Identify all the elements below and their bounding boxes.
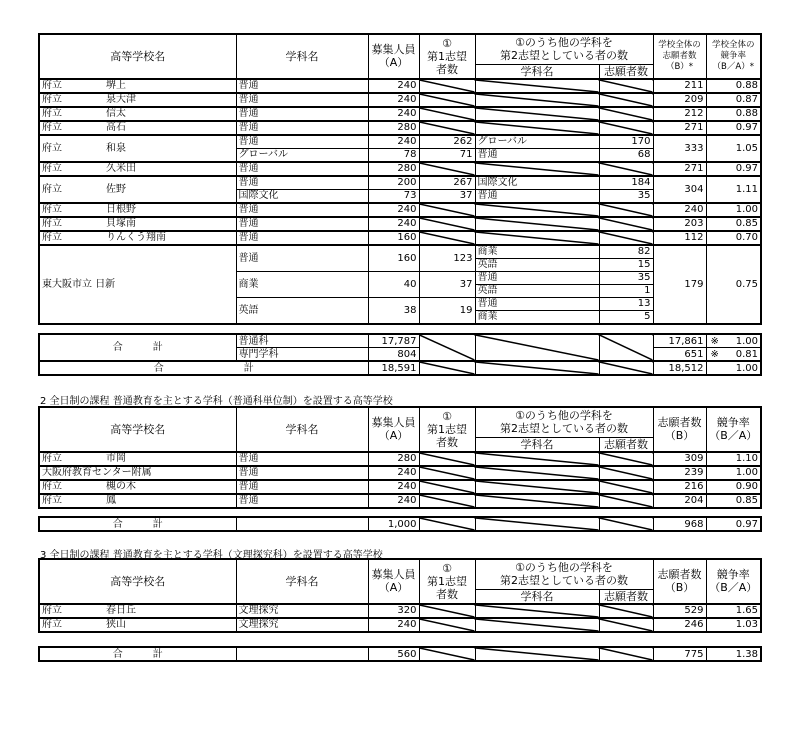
- rate-cell: 0.85: [706, 217, 761, 231]
- header-second-count: 志願者数: [599, 64, 653, 79]
- school-name: 高石: [106, 122, 126, 133]
- first-choice-cell: 37: [419, 271, 475, 297]
- department-cell: 普通: [236, 162, 368, 176]
- second-department-cell: 普通: [475, 297, 599, 310]
- second-count-cell: 82: [599, 245, 653, 259]
- header-applicants: 志願者数 （B）: [653, 407, 706, 452]
- capacity-cell: 40: [368, 271, 419, 297]
- department-cell: 普通: [236, 231, 368, 245]
- first-choice-empty-cell: [419, 494, 475, 508]
- applicants-cell: 204: [653, 494, 706, 508]
- school-prefix: 府立: [42, 80, 62, 91]
- second-count-empty-cell: [599, 107, 653, 121]
- table-row: [39, 452, 761, 466]
- school-name-cell: [39, 107, 236, 121]
- subtotal-rate: 1.00: [735, 335, 758, 347]
- school-name-cell: [39, 618, 236, 632]
- second-department-empty-cell: [475, 494, 599, 508]
- capacity-cell: 320: [368, 604, 419, 618]
- school-name: 狭山: [106, 619, 126, 630]
- header-second-department: 学科名: [475, 437, 599, 452]
- first-choice-empty-cell: [419, 618, 475, 632]
- header-second-department: 学科名: [475, 589, 599, 604]
- section3-title: 3 全日制の課程 普通教育を主とする学科（文理探究科）を設置する高等学校: [40, 550, 383, 561]
- school-name: 久米田: [106, 163, 136, 174]
- subtotal-capacity: 17,787: [368, 334, 419, 348]
- second-count-cell: 15: [599, 258, 653, 271]
- department-cell: 普通: [236, 107, 368, 121]
- school-name: 日新: [95, 278, 116, 290]
- school-prefix: 府立: [42, 183, 62, 195]
- rate-cell: 1.00: [706, 466, 761, 480]
- table-row: [39, 480, 761, 494]
- table-row: [39, 176, 761, 190]
- rate-cell: 0.88: [706, 107, 761, 121]
- table-row: [39, 135, 761, 149]
- school-name-cell: [39, 217, 236, 231]
- second-department-empty-cell: [475, 480, 599, 494]
- table-row: [39, 162, 761, 176]
- total-second-count-empty: [599, 647, 653, 661]
- school-name-cell: [39, 231, 236, 245]
- second-department-cell: 国際文化: [475, 176, 599, 190]
- school-name-cell: [39, 79, 236, 93]
- second-count-cell: 35: [599, 271, 653, 284]
- subtotal-second-dept-empty: [475, 334, 599, 361]
- capacity-cell: 240: [368, 494, 419, 508]
- grand-total-row: [39, 361, 761, 375]
- school-name-cell: [39, 162, 236, 176]
- second-count-empty-cell: [599, 93, 653, 107]
- capacity-cell: 38: [368, 297, 419, 324]
- applicants-cell: 209: [653, 93, 706, 107]
- rate-cell: 1.65: [706, 604, 761, 618]
- rate-cell: 0.75: [706, 245, 761, 324]
- school-name: 信太: [106, 108, 126, 119]
- school-name: 和泉: [106, 142, 126, 154]
- total-label: 合 計: [39, 517, 236, 531]
- second-count-cell: 35: [599, 189, 653, 203]
- first-choice-empty-cell: [419, 162, 475, 176]
- subtotal-rate: 0.81: [735, 348, 758, 360]
- school-name-cell: [39, 245, 236, 324]
- applicants-cell: 112: [653, 231, 706, 245]
- first-choice-empty-cell: [419, 604, 475, 618]
- applicants-cell: 304: [653, 176, 706, 203]
- department-cell: 文理探究: [236, 604, 368, 618]
- total-row: [39, 517, 761, 531]
- total-second-count-empty: [599, 517, 653, 531]
- capacity-cell: 160: [368, 231, 419, 245]
- second-count-empty-cell: [599, 79, 653, 93]
- applicants-cell: 271: [653, 121, 706, 135]
- school-name: 堺上: [106, 80, 126, 91]
- grand-total-applicants: 18,512: [653, 361, 706, 375]
- department-cell: 普通: [236, 245, 368, 272]
- applicants-cell: 333: [653, 135, 706, 162]
- second-count-empty-cell: [599, 162, 653, 176]
- second-department-empty-cell: [475, 107, 599, 121]
- header-second-choice-group: ①のうち他の学科を 第2志望としている者の数: [475, 559, 653, 589]
- total-second-dept-empty: [475, 647, 599, 661]
- capacity-cell: 73: [368, 189, 419, 203]
- total-first-empty: [419, 647, 475, 661]
- school-prefix: 府立: [42, 122, 62, 133]
- header-second-count: 志願者数: [599, 589, 653, 604]
- subtotal-applicants: 651: [653, 348, 706, 362]
- header-capacity: 募集人員 （A）: [368, 34, 419, 79]
- header-first-choice: ① 第1志望 者数: [419, 34, 475, 79]
- header-department: 学科名: [236, 34, 368, 79]
- department-cell: 普通: [236, 494, 368, 508]
- note-mark: ※: [710, 348, 719, 360]
- second-department-cell: 普通: [475, 271, 599, 284]
- first-choice-empty-cell: [419, 452, 475, 466]
- school-name-cell: [39, 93, 236, 107]
- grand-total-rate: 1.00: [706, 361, 761, 375]
- school-prefix: 府立: [42, 232, 62, 243]
- grand-total-second-count-empty: [599, 361, 653, 375]
- header-department: 学科名: [236, 559, 368, 604]
- second-count-empty-cell: [599, 604, 653, 618]
- rate-cell: 1.11: [706, 176, 761, 203]
- header-second-department: 学科名: [475, 64, 599, 79]
- second-count-empty-cell: [599, 203, 653, 217]
- total-rate: 0.97: [706, 517, 761, 531]
- school-prefix: 府立: [42, 218, 62, 229]
- department-cell: 普通: [236, 452, 368, 466]
- school-name-cell: [39, 452, 236, 466]
- school-name-cell: [39, 121, 236, 135]
- section2-table: [38, 406, 762, 509]
- first-choice-empty-cell: [419, 480, 475, 494]
- rate-cell: 1.03: [706, 618, 761, 632]
- applicants-cell: 309: [653, 452, 706, 466]
- total-second-dept-empty: [475, 517, 599, 531]
- table-row: [39, 494, 761, 508]
- first-choice-empty-cell: [419, 79, 475, 93]
- section2-totals-table: [38, 516, 762, 532]
- second-department-cell: グローバル: [475, 135, 599, 149]
- table-row: [39, 466, 761, 480]
- header-department: 学科名: [236, 407, 368, 452]
- department-cell: 普通: [236, 217, 368, 231]
- header-first-choice: ① 第1志望 者数: [419, 407, 475, 452]
- second-count-empty-cell: [599, 480, 653, 494]
- school-prefix: 府立: [42, 619, 62, 630]
- header-school-name: 高等学校名: [39, 407, 236, 452]
- header-applicants: 学校全体の 志願者数 （B）*: [653, 34, 706, 79]
- rate-cell: 1.10: [706, 452, 761, 466]
- second-count-empty-cell: [599, 452, 653, 466]
- table-row: [39, 604, 761, 618]
- table-row: [39, 121, 761, 135]
- table-row: [39, 93, 761, 107]
- department-cell: 国際文化: [236, 189, 368, 203]
- table-row: [39, 231, 761, 245]
- second-department-empty-cell: [475, 203, 599, 217]
- applicants-cell: 246: [653, 618, 706, 632]
- grand-total-capacity: 18,591: [368, 361, 419, 375]
- capacity-cell: 240: [368, 135, 419, 149]
- note-mark: ※: [710, 335, 719, 347]
- capacity-cell: 280: [368, 121, 419, 135]
- second-department-cell: 商業: [475, 310, 599, 324]
- school-prefix: 府立: [42, 108, 62, 119]
- first-choice-empty-cell: [419, 231, 475, 245]
- department-cell: 普通: [236, 176, 368, 190]
- school-name: 市岡: [106, 453, 126, 464]
- first-choice-cell: 37: [419, 189, 475, 203]
- capacity-cell: 200: [368, 176, 419, 190]
- subtotal-rate-cell: [706, 348, 761, 362]
- second-count-cell: 170: [599, 135, 653, 149]
- header-school-name: 高等学校名: [39, 559, 236, 604]
- school-prefix: 府立: [42, 481, 62, 492]
- header-school-name: 高等学校名: [39, 34, 236, 79]
- total-capacity: 1,000: [368, 517, 419, 531]
- applicants-cell: 203: [653, 217, 706, 231]
- first-choice-cell: 267: [419, 176, 475, 190]
- second-count-cell: 1: [599, 284, 653, 297]
- capacity-cell: 240: [368, 618, 419, 632]
- applicants-cell: 271: [653, 162, 706, 176]
- subtotal-capacity: 804: [368, 348, 419, 362]
- second-department-empty-cell: [475, 618, 599, 632]
- capacity-cell: 280: [368, 162, 419, 176]
- second-department-empty-cell: [475, 604, 599, 618]
- section2-title: 2 全日制の課程 普通教育を主とする学科（普通科単位制）を設置する高等学校: [40, 396, 393, 407]
- table-row: [39, 107, 761, 121]
- total-first-empty: [419, 517, 475, 531]
- applicants-cell: 240: [653, 203, 706, 217]
- capacity-cell: 240: [368, 203, 419, 217]
- header-capacity: 募集人員 （A）: [368, 559, 419, 604]
- total-applicants: 775: [653, 647, 706, 661]
- second-department-cell: 普通: [475, 189, 599, 203]
- section1-table: [38, 33, 762, 325]
- school-prefix: 府立: [42, 605, 62, 616]
- school-name: 佐野: [106, 183, 126, 195]
- first-choice-empty-cell: [419, 93, 475, 107]
- second-count-empty-cell: [599, 231, 653, 245]
- school-name-cell: [39, 480, 236, 494]
- school-name: 泉大津: [106, 94, 136, 105]
- second-department-empty-cell: [475, 231, 599, 245]
- capacity-cell: 160: [368, 245, 419, 272]
- school-prefix: 府立: [42, 94, 62, 105]
- header-applicants: 志願者数 （B）: [653, 559, 706, 604]
- header-second-count: 志願者数: [599, 437, 653, 452]
- total-department-empty: [236, 647, 368, 661]
- school-name-cell: [39, 203, 236, 217]
- school-name: 貝塚南: [106, 218, 136, 229]
- second-count-cell: 5: [599, 310, 653, 324]
- department-cell: 普通: [236, 135, 368, 149]
- second-count-empty-cell: [599, 121, 653, 135]
- first-choice-empty-cell: [419, 203, 475, 217]
- first-choice-empty-cell: [419, 107, 475, 121]
- school-name-cell: [39, 604, 236, 618]
- subtotal-department: 普通科: [236, 334, 368, 348]
- department-cell: 文理探究: [236, 618, 368, 632]
- rate-cell: 0.87: [706, 93, 761, 107]
- section3-table: [38, 558, 762, 633]
- school-name-cell: [39, 494, 236, 508]
- rate-cell: 1.00: [706, 203, 761, 217]
- capacity-cell: 240: [368, 217, 419, 231]
- applicants-cell: 239: [653, 466, 706, 480]
- header-rate: 競争率 （B／A）: [706, 407, 761, 452]
- table-row: [39, 79, 761, 93]
- header-second-choice-group: ①のうち他の学科を 第2志望としている者の数: [475, 407, 653, 437]
- department-cell: グローバル: [236, 148, 368, 162]
- school-name: 春日丘: [106, 605, 136, 616]
- section3-totals-table: [38, 646, 762, 662]
- school-name-cell: [39, 135, 236, 162]
- table-row: [39, 245, 761, 259]
- subtotal-first-empty: [419, 334, 475, 361]
- second-department-empty-cell: [475, 79, 599, 93]
- second-count-empty-cell: [599, 466, 653, 480]
- header-rate: 競争率 （B／A）: [706, 559, 761, 604]
- first-choice-cell: 19: [419, 297, 475, 324]
- school-name-cell: [39, 176, 236, 203]
- subtotal-second-count-empty: [599, 334, 653, 361]
- table-row: [39, 618, 761, 632]
- department-cell: 商業: [236, 271, 368, 297]
- applicants-cell: 211: [653, 79, 706, 93]
- subtotal-rate-cell: [706, 334, 761, 348]
- rate-cell: 0.70: [706, 231, 761, 245]
- capacity-cell: 240: [368, 93, 419, 107]
- second-department-cell: 商業: [475, 245, 599, 259]
- first-choice-empty-cell: [419, 217, 475, 231]
- subtotal-row: [39, 334, 761, 348]
- rate-cell: 0.90: [706, 480, 761, 494]
- total-department-empty: [236, 517, 368, 531]
- second-department-cell: 普通: [475, 148, 599, 162]
- first-choice-cell: 123: [419, 245, 475, 272]
- capacity-cell: 240: [368, 107, 419, 121]
- school-prefix: 府立: [42, 204, 62, 215]
- first-choice-empty-cell: [419, 466, 475, 480]
- capacity-cell: 240: [368, 79, 419, 93]
- school-prefix: 府立: [42, 453, 62, 464]
- capacity-cell: 240: [368, 466, 419, 480]
- school-name: 槻の木: [106, 481, 136, 492]
- second-count-cell: 68: [599, 148, 653, 162]
- second-count-cell: 13: [599, 297, 653, 310]
- school-name: 鳳: [106, 495, 116, 506]
- second-department-cell: 英語: [475, 258, 599, 271]
- total-rate: 1.38: [706, 647, 761, 661]
- school-prefix: 府立: [42, 495, 62, 506]
- second-count-empty-cell: [599, 217, 653, 231]
- second-department-empty-cell: [475, 452, 599, 466]
- rate-cell: 0.85: [706, 494, 761, 508]
- department-cell: 英語: [236, 297, 368, 324]
- header-first-choice: ① 第1志望 者数: [419, 559, 475, 604]
- school-name: 大阪府教育センター附属: [42, 467, 152, 478]
- applicants-cell: 179: [653, 245, 706, 324]
- capacity-cell: 280: [368, 452, 419, 466]
- rate-cell: 0.97: [706, 121, 761, 135]
- school-name: りんくう翔南: [106, 232, 166, 243]
- applicants-cell: 216: [653, 480, 706, 494]
- second-department-cell: 英語: [475, 284, 599, 297]
- capacity-cell: 240: [368, 480, 419, 494]
- total-label: 合 計: [39, 647, 236, 661]
- rate-cell: 1.05: [706, 135, 761, 162]
- first-choice-cell: 71: [419, 148, 475, 162]
- table-row: [39, 203, 761, 217]
- rate-cell: 0.88: [706, 79, 761, 93]
- school-prefix: 東大阪市立: [42, 278, 92, 290]
- first-choice-cell: 262: [419, 135, 475, 149]
- school-name-cell: [39, 466, 236, 480]
- school-prefix: 府立: [42, 142, 62, 154]
- subtotal-department: 専門学科: [236, 348, 368, 362]
- applicants-cell: 212: [653, 107, 706, 121]
- department-cell: 普通: [236, 466, 368, 480]
- header-second-choice-group: ①のうち他の学科を 第2志望としている者の数: [475, 34, 653, 64]
- department-cell: 普通: [236, 121, 368, 135]
- capacity-cell: 78: [368, 148, 419, 162]
- grand-total-first-empty: [419, 361, 475, 375]
- grand-total-label: 合 計: [39, 361, 368, 375]
- applicants-cell: 529: [653, 604, 706, 618]
- second-count-cell: 184: [599, 176, 653, 190]
- second-department-empty-cell: [475, 93, 599, 107]
- total-applicants: 968: [653, 517, 706, 531]
- school-prefix: 府立: [42, 163, 62, 174]
- school-name: 日根野: [106, 204, 136, 215]
- second-count-empty-cell: [599, 494, 653, 508]
- header-capacity: 募集人員 （A）: [368, 407, 419, 452]
- section1-totals-table: [38, 333, 762, 376]
- grand-total-second-dept-empty: [475, 361, 599, 375]
- subtotal-label: 合 計: [39, 334, 236, 361]
- rate-cell: 0.97: [706, 162, 761, 176]
- first-choice-empty-cell: [419, 121, 475, 135]
- table-row: [39, 217, 761, 231]
- department-cell: 普通: [236, 203, 368, 217]
- second-count-empty-cell: [599, 618, 653, 632]
- second-department-empty-cell: [475, 217, 599, 231]
- total-row: [39, 647, 761, 661]
- second-department-empty-cell: [475, 121, 599, 135]
- department-cell: 普通: [236, 93, 368, 107]
- total-capacity: 560: [368, 647, 419, 661]
- header-rate: 学校全体の 競争率 （B／A）*: [706, 34, 761, 79]
- department-cell: 普通: [236, 480, 368, 494]
- second-department-empty-cell: [475, 162, 599, 176]
- department-cell: 普通: [236, 79, 368, 93]
- second-department-empty-cell: [475, 466, 599, 480]
- subtotal-applicants: 17,861: [653, 334, 706, 348]
